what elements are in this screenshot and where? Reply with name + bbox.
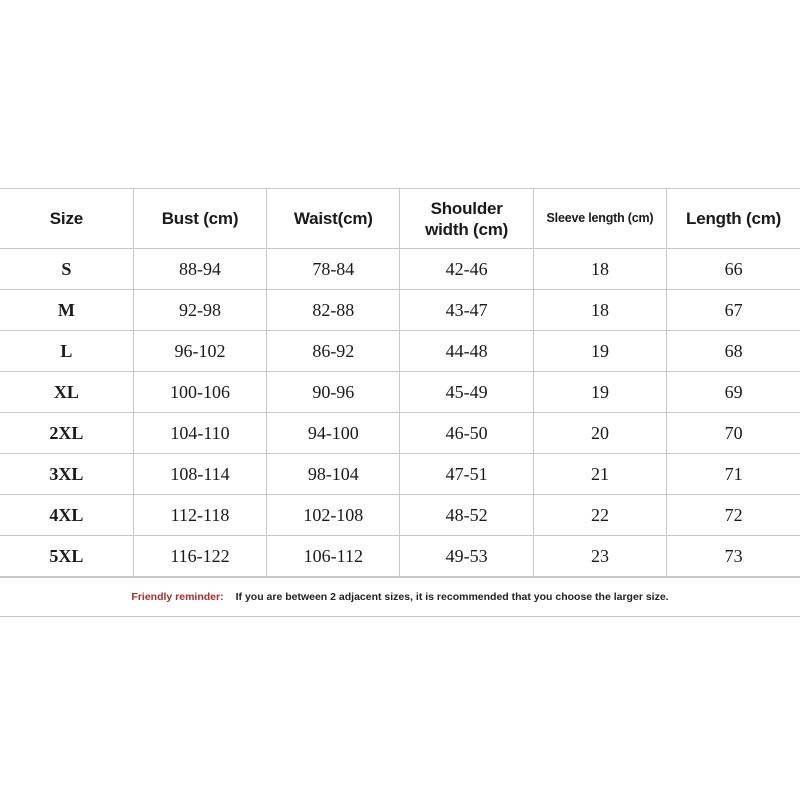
size-chart [0, 188, 800, 617]
table-row [0, 413, 800, 454]
shoulder-cell: 45-49 [400, 372, 533, 413]
sleeve-cell: 23 [533, 536, 666, 577]
length-cell: 73 [667, 536, 800, 577]
table-row [0, 290, 800, 331]
bust-cell: 96-102 [133, 331, 266, 372]
size-cell: 5XL [0, 536, 133, 577]
length-cell: 72 [667, 495, 800, 536]
shoulder-cell: 43-47 [400, 290, 533, 331]
waist-cell: 102-108 [267, 495, 400, 536]
sleeve-cell: 20 [533, 413, 666, 454]
size-cell: S [0, 249, 133, 290]
header-bust: Bust (cm) [133, 189, 266, 249]
sleeve-cell: 19 [533, 372, 666, 413]
size-cell: 2XL [0, 413, 133, 454]
header-row [0, 189, 800, 249]
waist-cell: 106-112 [267, 536, 400, 577]
size-cell: M [0, 290, 133, 331]
table-row [0, 454, 800, 495]
table-row [0, 331, 800, 372]
bust-cell: 104-110 [133, 413, 266, 454]
sleeve-cell: 18 [533, 290, 666, 331]
bust-cell: 108-114 [133, 454, 266, 495]
bust-cell: 100-106 [133, 372, 266, 413]
reminder-bar [0, 577, 800, 617]
length-cell: 66 [667, 249, 800, 290]
shoulder-cell: 47-51 [400, 454, 533, 495]
waist-cell: 98-104 [267, 454, 400, 495]
bust-cell: 88-94 [133, 249, 266, 290]
shoulder-cell: 44-48 [400, 331, 533, 372]
reminder-label: Friendly reminder: [131, 591, 224, 603]
waist-cell: 90-96 [267, 372, 400, 413]
header-sleeve-length: Sleeve length (cm) [533, 189, 666, 249]
header-waist: Waist(cm) [267, 189, 400, 249]
shoulder-cell: 42-46 [400, 249, 533, 290]
waist-cell: 82-88 [267, 290, 400, 331]
waist-cell: 78-84 [267, 249, 400, 290]
sleeve-cell: 19 [533, 331, 666, 372]
shoulder-cell: 48-52 [400, 495, 533, 536]
size-cell: 4XL [0, 495, 133, 536]
sleeve-cell: 18 [533, 249, 666, 290]
reminder-text: If you are between 2 adjacent sizes, it is recommended that you choose the larger size. [235, 591, 669, 603]
sleeve-cell: 21 [533, 454, 666, 495]
table-row [0, 495, 800, 536]
sleeve-cell: 22 [533, 495, 666, 536]
bust-cell: 92-98 [133, 290, 266, 331]
bust-cell: 116-122 [133, 536, 266, 577]
shoulder-cell: 49-53 [400, 536, 533, 577]
length-cell: 71 [667, 454, 800, 495]
length-cell: 67 [667, 290, 800, 331]
header-size: Size [0, 189, 133, 249]
table-row [0, 372, 800, 413]
table-row [0, 249, 800, 290]
table-row [0, 536, 800, 577]
header-shoulder-width: Shoulder width (cm) [400, 189, 533, 249]
size-table [0, 189, 800, 577]
waist-cell: 86-92 [267, 331, 400, 372]
shoulder-cell: 46-50 [400, 413, 533, 454]
waist-cell: 94-100 [267, 413, 400, 454]
length-cell: 68 [667, 331, 800, 372]
size-cell: L [0, 331, 133, 372]
size-cell: 3XL [0, 454, 133, 495]
size-cell: XL [0, 372, 133, 413]
header-length: Length (cm) [667, 189, 800, 249]
length-cell: 69 [667, 372, 800, 413]
length-cell: 70 [667, 413, 800, 454]
bust-cell: 112-118 [133, 495, 266, 536]
